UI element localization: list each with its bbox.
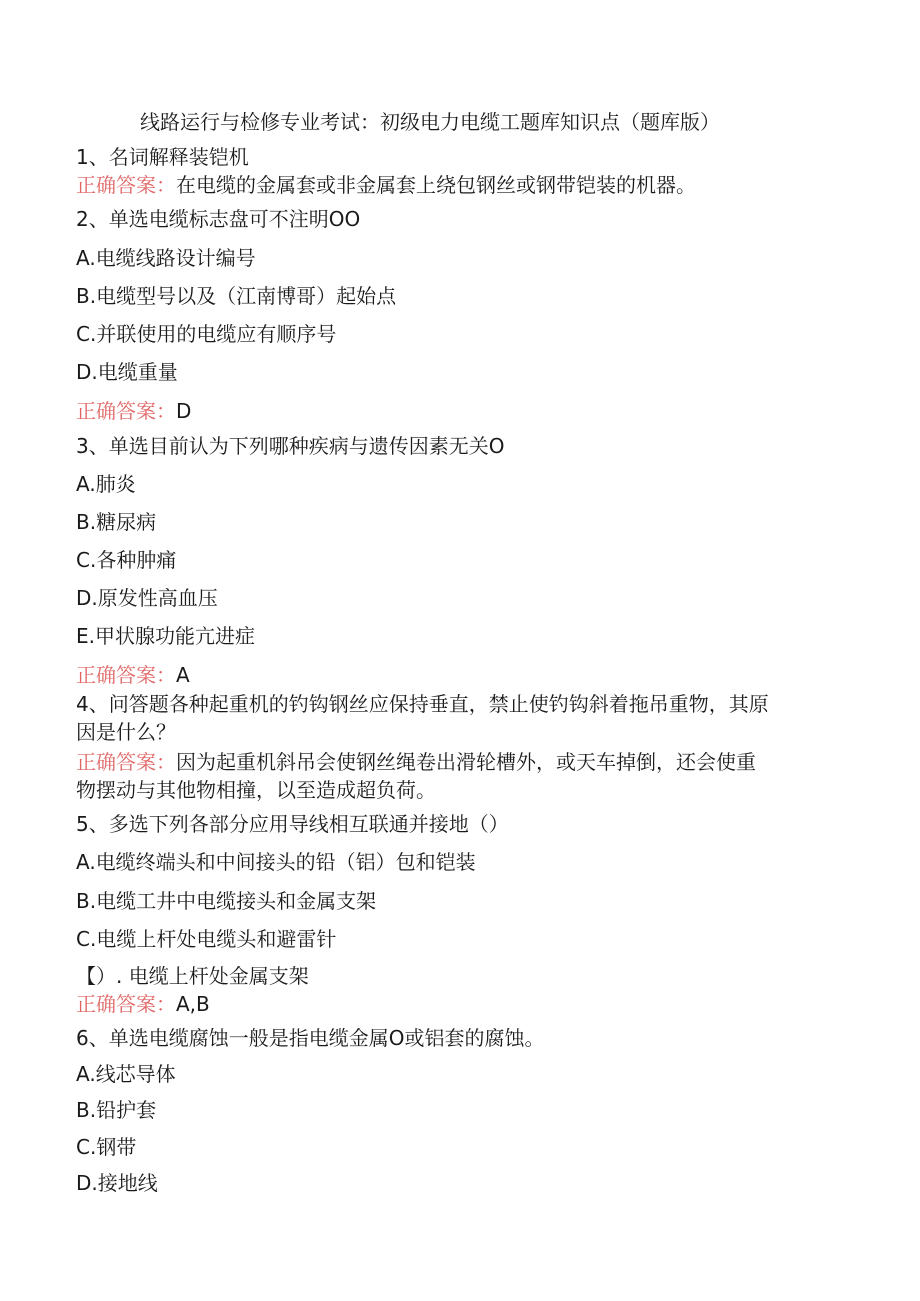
question-2-option-b: B.电缆型号以及（江南博哥）起始点: [76, 284, 397, 308]
question-3-stem: 3、单选目前认为下列哪种疾病与遗传因素无关O: [76, 434, 505, 458]
question-5-answer: [76, 990, 210, 1018]
question-4-stem-line2: 因是什么？: [76, 720, 176, 744]
question-6-option-a: A.线芯导体: [76, 1062, 176, 1086]
answer-label: 正确答案：: [76, 399, 176, 423]
question-5-option-a: A.电缆终端头和中间接头的铅（铝）包和铠装: [76, 850, 476, 874]
question-5-option-c: C.电缆上杆处电缆头和避雷针: [76, 927, 337, 951]
question-3-option-d: D.原发性高血压: [76, 586, 218, 610]
question-3-option-e: E.甲状腺功能亢进症: [76, 624, 255, 648]
answer-label: 正确答案：: [76, 992, 176, 1016]
question-5-option-d: 【）. 电缆上杆处金属支架: [76, 964, 309, 988]
question-4-answer-line2: 物摆动与其他物相撞，以至造成超负荷。: [76, 778, 436, 802]
question-3-option-b: B.糖尿病: [76, 510, 157, 534]
answer-label: 正确答案：: [76, 173, 176, 197]
question-3-answer: [76, 661, 190, 689]
question-5-stem: 5、多选下列各部分应用导线相互联通并接地（）: [76, 812, 509, 836]
document-title: 线路运行与检修专业考试：初级电力电缆工题库知识点（题库版）: [140, 110, 720, 134]
question-2-option-d: D.电缆重量: [76, 360, 178, 384]
question-2-option-c: C.并联使用的电缆应有顺序号: [76, 322, 337, 346]
answer-label: 正确答案：: [76, 663, 176, 687]
answer-text: 在电缆的金属套或非金属套上绕包钢丝或钢带铠装的机器。: [176, 173, 696, 197]
answer-text: A: [176, 663, 190, 687]
question-1-stem: 1、名词解释装铠机: [76, 145, 249, 169]
question-3-option-a: A.肺炎: [76, 472, 136, 496]
answer-text: D: [176, 399, 192, 423]
question-2-answer: [76, 397, 191, 425]
question-6-stem: 6、单选电缆腐蚀一般是指电缆金属O或铝套的腐蚀。: [76, 1026, 545, 1050]
question-2-stem: 2、单选电缆标志盘可不注明OO: [76, 207, 361, 231]
question-6-option-d: D.接地线: [76, 1171, 158, 1195]
question-4-answer-line1: [76, 748, 756, 776]
answer-text: A,B: [176, 992, 210, 1016]
question-4-stem-line1: 4、问答题各种起重机的钓钩钢丝应保持垂直，禁止使钓钩斜着拖吊重物，其原: [76, 692, 769, 716]
question-3-option-c: C.各种肿痛: [76, 548, 177, 572]
question-5-option-b: B.电缆工井中电缆接头和金属支架: [76, 889, 377, 913]
question-6-option-c: C.钢带: [76, 1135, 137, 1159]
question-1-answer: [76, 171, 696, 199]
answer-text: 因为起重机斜吊会使钢丝绳卷出滑轮槽外，或天车掉倒，还会使重: [176, 750, 756, 774]
question-2-option-a: A.电缆线路设计编号: [76, 246, 256, 270]
answer-label: 正确答案：: [76, 750, 176, 774]
question-6-option-b: B.铅护套: [76, 1098, 157, 1122]
